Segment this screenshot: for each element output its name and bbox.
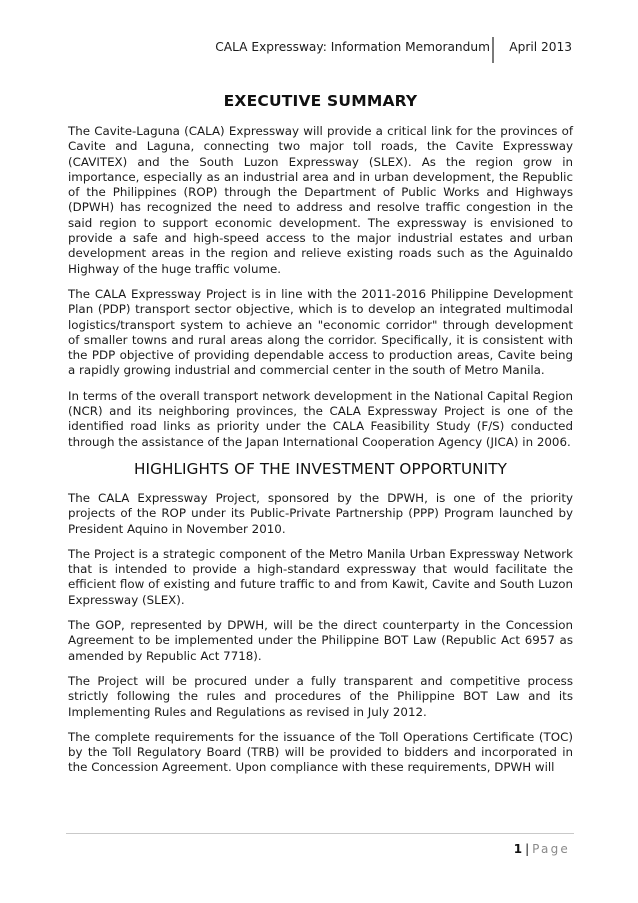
footer-separator: | [525,842,530,856]
page-header [0,37,638,63]
highlights-heading: HIGHLIGHTS OF THE INVESTMENT OPPORTUNITY [134,459,507,478]
document-date: April 2013 [509,40,572,54]
summary-paragraph: In terms of the overall transport network development in the National Capital Region (NCR) and its neighboring provinces, the CALA Expressway Project is one of the identified road links as priority under the CALA Feasibility Study (F/S) conducted through the assistance of the Japan International Cooperation Agency (JICA) in 2006. [68,388,573,449]
footer-divider [66,833,574,834]
document-title: CALA Expressway: Information Memorandum [215,40,490,54]
page-footer [400,842,570,856]
page-number: 1 [513,842,523,856]
executive-summary-heading: EXECUTIVE SUMMARY [223,92,418,110]
highlight-paragraph: The Project is a strategic component of the Metro Manila Urban Expressway Network that is intended to provide a high-standard expressway that would facilitate the efficient flow of existing and future traffic to and from Kawit, Cavite and South Luzon Expressway (SLEX). [68,546,573,607]
page-label: Page [532,842,570,856]
page-content [68,92,573,776]
highlight-paragraph: The CALA Expressway Project, sponsored by the DPWH, is one of the priority projects of the ROP under its Public-Private Partnership (PPP) Program launched by President Aquino in November 2010. [68,490,573,536]
highlight-paragraph: The complete requirements for the issuance of the Toll Operations Certificate (TOC) by the Toll Regulatory Board (TRB) will be provided to bidders and incorporated in the Concession Agreement. Upon compliance with these requirements, DPWH will [68,729,573,775]
highlight-paragraph: The Project will be procured under a fully transparent and competitive process strictly following the rules and procedures of the Philippine BOT Law and its Implementing Rules and Regulations as revised in July 2012. [68,673,573,719]
highlight-paragraph: The GOP, represented by DPWH, will be the direct counterparty in the Concession Agreement to be implemented under the Philippine BOT Law (Republic Act 6957 as amended by Republic Act 7718). [68,618,573,663]
header-divider [492,37,494,63]
summary-paragraph: The CALA Expressway Project is in line with the 2011-2016 Philippine Development Plan (PDP) transport sector objective, which is to develop an integrated multimodal logistics/transport system to achieve an "economic corridor" through development of smaller towns and rural areas along the corridor. Specifically, it is consistent with the PDP objective of providing dependable access to production areas, Cavite being a rapidly growing industrial and commercial center in the south of Metro Manila. [68,286,573,378]
summary-paragraph: The Cavite-Laguna (CALA) Expressway will provide a critical link for the provinces of Cavite and Laguna, connecting two major toll roads, the Cavite Expressway (CAVITEX) and the South Luzon Expressway (SLEX). As the region grow in importance, especially as an industrial area and in urban development, the Republic of the Philippines (ROP) through the Department of Public Works and Highways (DPWH) has recognized the need to address and resolve traffic congestion in the said region to support economic development. The expressway is envisioned to provide a safe and high-speed access to the major industrial estates and urban development areas in the region and relieve existing roads such as the Aguinaldo Highway of the huge traffic volume. [68,124,573,276]
